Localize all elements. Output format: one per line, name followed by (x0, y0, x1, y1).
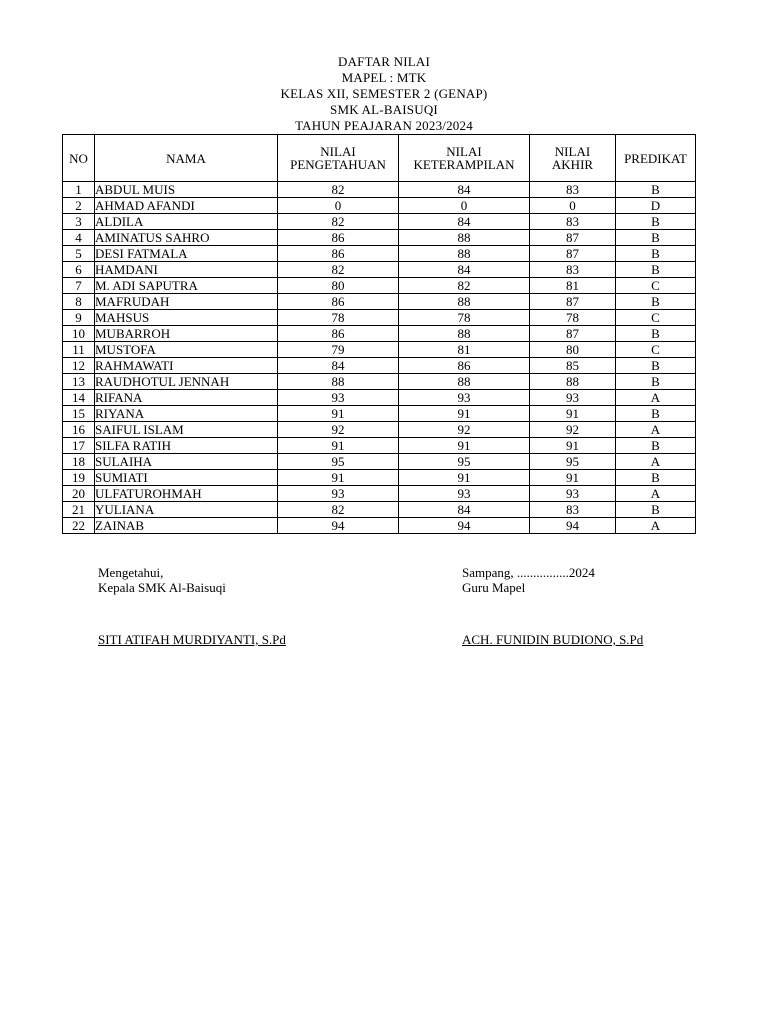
cell-predikat: B (616, 262, 696, 278)
cell-nama: MUSTOFA (95, 342, 278, 358)
header-pengetahuan-line1: NILAI (320, 144, 356, 159)
cell-predikat: A (616, 454, 696, 470)
cell-pengetahuan: 91 (278, 438, 399, 454)
cell-keterampilan: 92 (399, 422, 530, 438)
cell-akhir: 81 (530, 278, 616, 294)
cell-no: 8 (63, 294, 95, 310)
table-row (63, 518, 696, 534)
cell-pengetahuan: 93 (278, 390, 399, 406)
table-row (63, 390, 696, 406)
cell-keterampilan: 81 (399, 342, 530, 358)
cell-predikat: A (616, 518, 696, 534)
cell-keterampilan: 94 (399, 518, 530, 534)
cell-keterampilan: 84 (399, 262, 530, 278)
cell-predikat: B (616, 214, 696, 230)
cell-pengetahuan: 82 (278, 262, 399, 278)
cell-pengetahuan: 95 (278, 454, 399, 470)
place-date: Sampang, ................2024 (462, 565, 595, 580)
cell-keterampilan: 91 (399, 438, 530, 454)
cell-nama: AHMAD AFANDI (95, 198, 278, 214)
table-row (63, 374, 696, 390)
cell-akhir: 87 (530, 246, 616, 262)
cell-akhir: 85 (530, 358, 616, 374)
cell-predikat: B (616, 246, 696, 262)
cell-pengetahuan: 86 (278, 326, 399, 342)
table-body (63, 182, 696, 534)
cell-nama: SULAIHA (95, 454, 278, 470)
teacher-name: ACH. FUNIDIN BUDIONO, S.Pd (462, 632, 644, 647)
cell-no: 9 (63, 310, 95, 326)
cell-nama: HAMDANI (95, 262, 278, 278)
table-row (63, 214, 696, 230)
cell-pengetahuan: 86 (278, 230, 399, 246)
table-row (63, 230, 696, 246)
cell-no: 13 (63, 374, 95, 390)
cell-pengetahuan: 0 (278, 198, 399, 214)
table-row (63, 294, 696, 310)
table-row (63, 342, 696, 358)
cell-keterampilan: 91 (399, 406, 530, 422)
cell-no: 19 (63, 470, 95, 486)
cell-no: 14 (63, 390, 95, 406)
cell-keterampilan: 86 (399, 358, 530, 374)
table-row (63, 502, 696, 518)
cell-no: 4 (63, 230, 95, 246)
cell-pengetahuan: 91 (278, 406, 399, 422)
cell-predikat: B (616, 374, 696, 390)
cell-keterampilan: 95 (399, 454, 530, 470)
cell-pengetahuan: 84 (278, 358, 399, 374)
cell-akhir: 92 (530, 422, 616, 438)
cell-nama: MAFRUDAH (95, 294, 278, 310)
header-no: NO (63, 135, 95, 182)
cell-nama: ULFATUROHMAH (95, 486, 278, 502)
header-akhir-line2: AKHIR (551, 157, 594, 172)
signature-block-right (462, 565, 595, 595)
cell-nama: ZAINAB (95, 518, 278, 534)
cell-pengetahuan: 94 (278, 518, 399, 534)
cell-akhir: 83 (530, 214, 616, 230)
principal-name: SITI ATIFAH MURDIYANTI, S.Pd (98, 632, 286, 647)
cell-no: 6 (63, 262, 95, 278)
cell-no: 5 (63, 246, 95, 262)
cell-predikat: A (616, 390, 696, 406)
cell-predikat: C (616, 342, 696, 358)
class-line: KELAS XII, SEMESTER 2 (GENAP) (280, 86, 488, 101)
cell-no: 3 (63, 214, 95, 230)
cell-nama: RIFANA (95, 390, 278, 406)
cell-pengetahuan: 80 (278, 278, 399, 294)
table-row (63, 470, 696, 486)
cell-akhir: 78 (530, 310, 616, 326)
cell-akhir: 83 (530, 502, 616, 518)
cell-no: 12 (63, 358, 95, 374)
teacher-title: Guru Mapel (462, 580, 526, 595)
subject-line: MAPEL : MTK (341, 70, 427, 85)
cell-akhir: 83 (530, 262, 616, 278)
cell-predikat: B (616, 406, 696, 422)
cell-predikat: B (616, 358, 696, 374)
cell-akhir: 83 (530, 182, 616, 198)
cell-pengetahuan: 78 (278, 310, 399, 326)
cell-keterampilan: 88 (399, 246, 530, 262)
cell-no: 15 (63, 406, 95, 422)
cell-akhir: 87 (530, 294, 616, 310)
cell-predikat: C (616, 310, 696, 326)
cell-keterampilan: 84 (399, 182, 530, 198)
cell-keterampilan: 78 (399, 310, 530, 326)
cell-predikat: B (616, 326, 696, 342)
table-row (63, 182, 696, 198)
cell-nama: ALDILA (95, 214, 278, 230)
cell-no: 17 (63, 438, 95, 454)
cell-pengetahuan: 93 (278, 486, 399, 502)
header-keterampilan-line1: NILAI (446, 144, 482, 159)
cell-pengetahuan: 92 (278, 422, 399, 438)
cell-nama: DESI FATMALA (95, 246, 278, 262)
school-line: SMK AL-BAISUQI (330, 102, 438, 117)
table-row (63, 358, 696, 374)
cell-keterampilan: 91 (399, 470, 530, 486)
cell-predikat: D (616, 198, 696, 214)
cell-keterampilan: 93 (399, 486, 530, 502)
cell-nama: SAIFUL ISLAM (95, 422, 278, 438)
cell-nama: RAHMAWATI (95, 358, 278, 374)
cell-no: 2 (63, 198, 95, 214)
cell-nama: YULIANA (95, 502, 278, 518)
cell-nama: SUMIATI (95, 470, 278, 486)
cell-pengetahuan: 82 (278, 182, 399, 198)
cell-pengetahuan: 79 (278, 342, 399, 358)
title-line: DAFTAR NILAI (338, 54, 430, 69)
cell-no: 22 (63, 518, 95, 534)
principal-title: Kepala SMK Al-Baisuqi (98, 580, 226, 595)
cell-no: 21 (63, 502, 95, 518)
cell-akhir: 94 (530, 518, 616, 534)
cell-akhir: 93 (530, 486, 616, 502)
signature-block-left (98, 565, 226, 595)
cell-pengetahuan: 82 (278, 502, 399, 518)
table-row (63, 486, 696, 502)
cell-predikat: B (616, 502, 696, 518)
cell-akhir: 91 (530, 438, 616, 454)
cell-nama: RAUDHOTUL JENNAH (95, 374, 278, 390)
cell-keterampilan: 88 (399, 294, 530, 310)
header-pengetahuan-line2: PENGETAHUAN (290, 157, 386, 172)
header-keterampilan-line2: KETERAMPILAN (413, 157, 515, 172)
cell-nama: MUBARROH (95, 326, 278, 342)
header-predikat: PREDIKAT (616, 135, 696, 182)
document-title-block (0, 54, 768, 134)
cell-nama: AMINATUS SAHRO (95, 230, 278, 246)
cell-keterampilan: 84 (399, 214, 530, 230)
cell-keterampilan: 84 (399, 502, 530, 518)
cell-no: 1 (63, 182, 95, 198)
cell-pengetahuan: 86 (278, 294, 399, 310)
cell-akhir: 91 (530, 470, 616, 486)
table-row (63, 278, 696, 294)
cell-akhir: 91 (530, 406, 616, 422)
academic-year-line: TAHUN PEAJARAN 2023/2024 (295, 118, 473, 133)
cell-akhir: 80 (530, 342, 616, 358)
cell-nama: SILFA RATIH (95, 438, 278, 454)
cell-akhir: 87 (530, 326, 616, 342)
cell-no: 7 (63, 278, 95, 294)
header-pengetahuan (278, 135, 399, 182)
cell-keterampilan: 88 (399, 230, 530, 246)
table-row (63, 310, 696, 326)
cell-keterampilan: 82 (399, 278, 530, 294)
cell-no: 20 (63, 486, 95, 502)
table-row (63, 422, 696, 438)
cell-predikat: A (616, 486, 696, 502)
cell-keterampilan: 0 (399, 198, 530, 214)
cell-nama: MAHSUS (95, 310, 278, 326)
table-row (63, 326, 696, 342)
cell-nama: M. ADI SAPUTRA (95, 278, 278, 294)
header-akhir-line1: NILAI (554, 144, 591, 159)
header-nama: NAMA (95, 135, 278, 182)
cell-predikat: A (616, 422, 696, 438)
cell-pengetahuan: 88 (278, 374, 399, 390)
cell-no: 18 (63, 454, 95, 470)
cell-no: 11 (63, 342, 95, 358)
cell-keterampilan: 93 (399, 390, 530, 406)
table-row (63, 406, 696, 422)
cell-akhir: 93 (530, 390, 616, 406)
cell-nama: RIYANA (95, 406, 278, 422)
acknowledged-label: Mengetahui, (98, 565, 164, 580)
table-row (63, 198, 696, 214)
cell-keterampilan: 88 (399, 374, 530, 390)
table-row (63, 262, 696, 278)
cell-no: 16 (63, 422, 95, 438)
cell-akhir: 0 (530, 198, 616, 214)
grades-table (62, 134, 696, 534)
cell-no: 10 (63, 326, 95, 342)
cell-predikat: C (616, 278, 696, 294)
cell-keterampilan: 88 (399, 326, 530, 342)
cell-nama: ABDUL MUIS (95, 182, 278, 198)
header-akhir (530, 135, 616, 182)
table-header-row (63, 135, 696, 182)
cell-pengetahuan: 86 (278, 246, 399, 262)
cell-predikat: B (616, 230, 696, 246)
cell-predikat: B (616, 182, 696, 198)
cell-predikat: B (616, 294, 696, 310)
cell-akhir: 95 (530, 454, 616, 470)
cell-predikat: B (616, 438, 696, 454)
header-keterampilan (399, 135, 530, 182)
table-row (63, 246, 696, 262)
table-row (63, 454, 696, 470)
table-row (63, 438, 696, 454)
cell-pengetahuan: 82 (278, 214, 399, 230)
cell-predikat: B (616, 470, 696, 486)
cell-akhir: 88 (530, 374, 616, 390)
cell-pengetahuan: 91 (278, 470, 399, 486)
cell-akhir: 87 (530, 230, 616, 246)
